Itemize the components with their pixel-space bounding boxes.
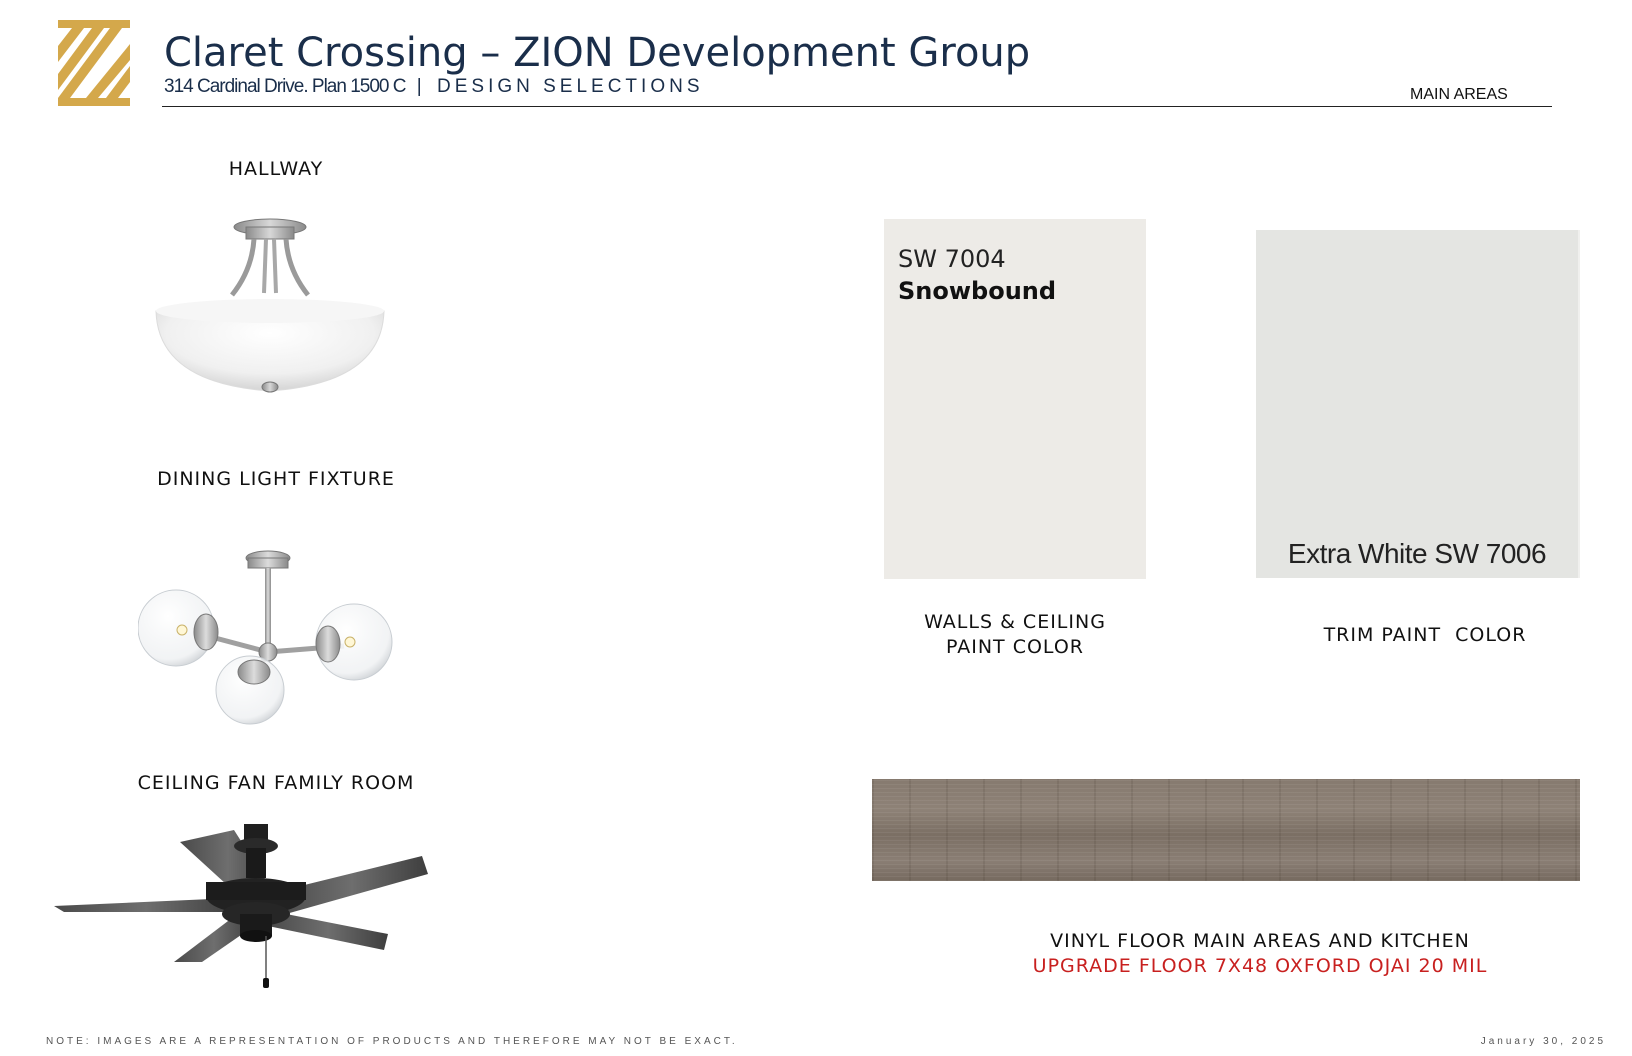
floor-upgrade-note: UPGRADE FLOOR 7X48 OXFORD OJAI 20 MIL [1032,955,1488,977]
page-title: Claret Crossing – ZION Development Group [164,30,1031,76]
design-selections-label: DESIGN SELECTIONS [437,76,704,97]
hallway-label: HALLWAY [228,158,324,180]
footer-disclaimer: NOTE: IMAGES ARE A REPRESENTATION OF PRODUCTS AND THEREFORE MAY NOT BE EXACT. [46,1036,738,1047]
trim-paint-swatch [1256,230,1578,578]
trim-paint-name: Extra White SW 7006 [1287,538,1547,569]
vinyl-floor-label: VINYL FLOOR MAIN AREAS AND KITCHEN [1050,930,1470,952]
header-divider [162,106,1552,107]
dining-light-fixture-image [138,548,412,738]
subtitle-separator: | [416,76,422,97]
ceiling-fan-label: CEILING FAN FAMILY ROOM [137,772,415,794]
walls-ceiling-paint-label [880,610,1150,660]
section-label: MAIN AREAS [1410,86,1508,103]
zion-logo [56,20,132,106]
address-text: 314 Cardinal Drive. Plan 1500 C [164,76,406,97]
dining-light-fixture-label: DINING LIGHT FIXTURE [157,468,395,490]
walls-label-line-2: PAINT COLOR [946,636,1084,658]
ceiling-fan-image [54,822,454,992]
walls-paint-name: Snowbound [898,277,1057,305]
walls-paint-code: SW 7004 [898,245,1006,273]
hallway-light-fixture-image [150,215,390,405]
footer-date: January 30, 2025 [1480,1036,1606,1047]
subtitle [164,76,704,98]
vinyl-floor-sample-image [872,779,1580,881]
trim-paint-label: TRIM PAINT COLOR [1323,624,1527,646]
walls-paint-swatch [884,219,1146,579]
walls-label-line-1: WALLS & CEILING [924,611,1106,633]
